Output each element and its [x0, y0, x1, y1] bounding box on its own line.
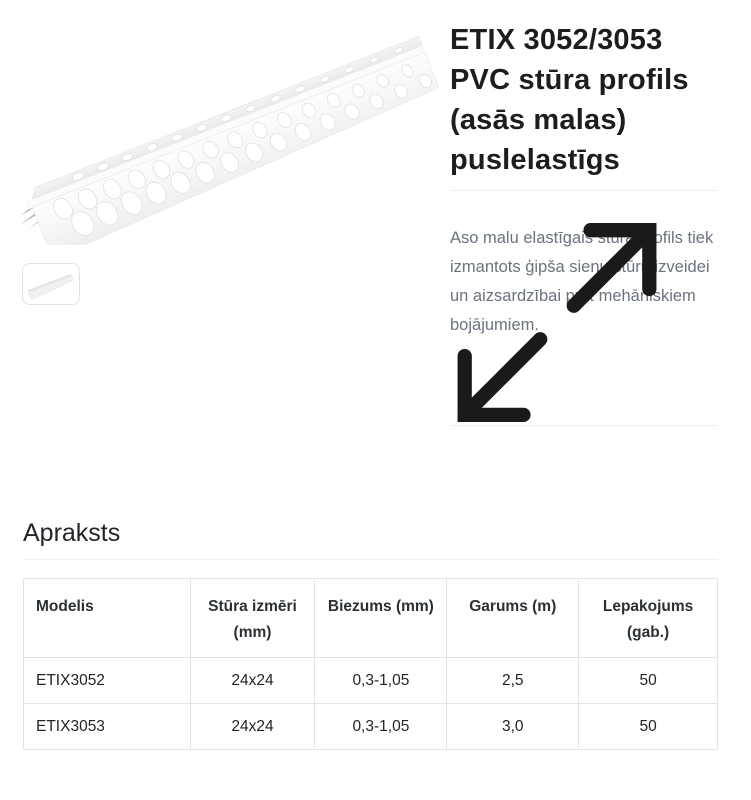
- table-row: [24, 704, 718, 750]
- column-header-stura-izmeri: Stūra izmēri (mm): [190, 579, 315, 658]
- cell-model: ETIX3052: [24, 658, 191, 704]
- divider: [23, 559, 718, 560]
- table-row: [24, 658, 718, 704]
- cell-model: ETIX3053: [24, 704, 191, 750]
- column-header-garums: Garums (m): [447, 579, 579, 658]
- cell-length: 3,0: [447, 704, 579, 750]
- column-header-modelis: Modelis: [24, 579, 191, 658]
- divider: [450, 190, 718, 191]
- expand-icon[interactable]: [342, 205, 370, 233]
- spec-table-header-row: [24, 579, 718, 658]
- column-header-lepakojums: Lepakojums (gab.): [579, 579, 718, 658]
- cell-package: 50: [579, 658, 718, 704]
- pvc-profile-thumb-render: [23, 265, 79, 303]
- product-gallery: [10, 10, 450, 426]
- section-heading: Apraksts: [23, 519, 121, 547]
- product-main-image[interactable]: [10, 10, 440, 245]
- column-header-biezums: Biezums (mm): [315, 579, 447, 658]
- product-description: Aso malu elastīgais stūra profils tiek izmantots ģipša sienu stūru izveidei un aizsardzībai pret mehāniskiem bojājumiem.: [450, 229, 714, 334]
- cell-size: 24x24: [190, 658, 315, 704]
- cell-thickness: 0,3-1,05: [315, 658, 447, 704]
- cell-length: 2,5: [447, 658, 579, 704]
- spec-table: [23, 578, 718, 750]
- product-thumbnail[interactable]: [22, 263, 80, 305]
- description-section: [23, 519, 718, 750]
- cell-package: 50: [579, 704, 718, 750]
- cell-thickness: 0,3-1,05: [315, 704, 447, 750]
- cell-size: 24x24: [190, 704, 315, 750]
- product-title: ETIX 3052/3053 PVC stūra profils (asās malas) puslelastīgs: [450, 24, 689, 176]
